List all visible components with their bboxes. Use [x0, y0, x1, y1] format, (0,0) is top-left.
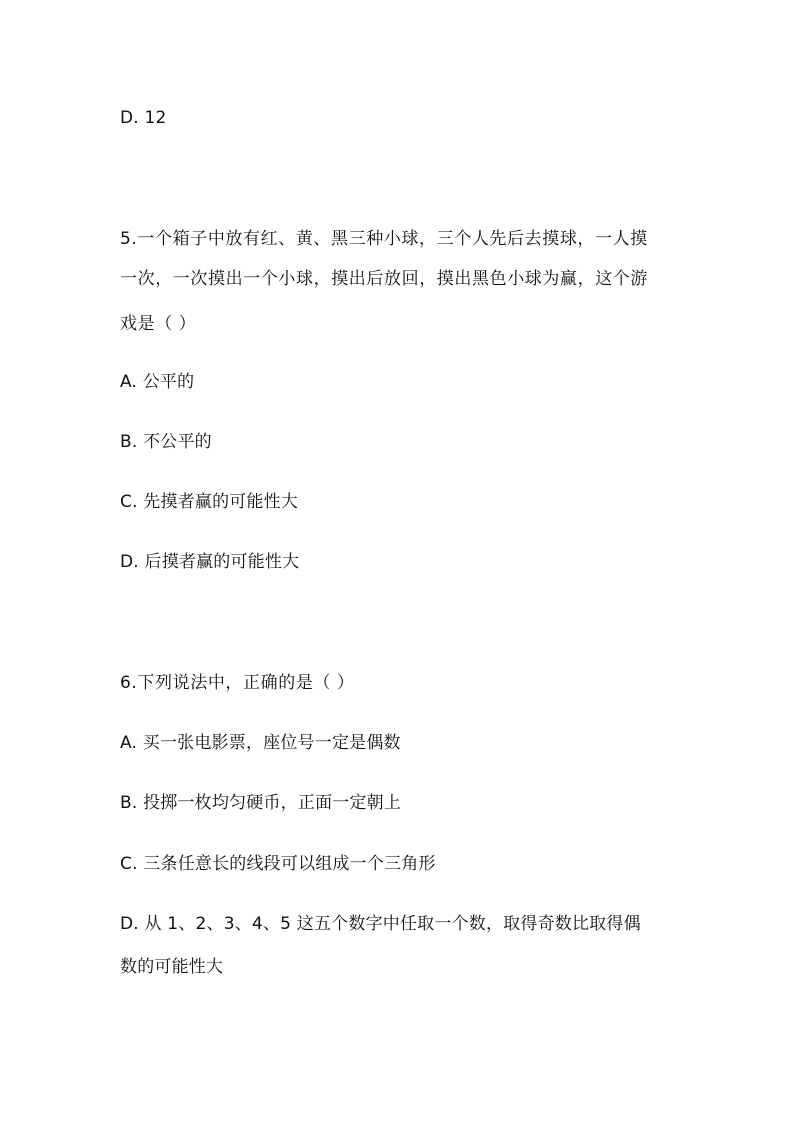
question-6-stem-line-1: 6.下列说法中，正确的是（ ） [120, 673, 355, 693]
question-5-stem-line-2: 一次，一次摸出一个小球，摸出后放回，摸出黑色小球为赢，这个游 [120, 269, 648, 289]
question-5-option-a: A. 公平的 [120, 372, 195, 392]
question-6-option-a: A. 买一张电影票，座位号一定是偶数 [120, 733, 401, 753]
question-5-stem-line-3: 戏是（ ） [120, 314, 197, 334]
question-5-option-c: C. 先摸者赢的可能性大 [120, 492, 299, 512]
question-6-option-c: C. 三条任意长的线段可以组成一个三角形 [120, 854, 436, 874]
question-6-option-d-line-1: D. 从 1、2、3、4、5 这五个数字中任取一个数，取得奇数比取得偶 [120, 914, 641, 934]
question-5-option-d: D. 后摸者赢的可能性大 [120, 552, 300, 572]
question-5-option-b: B. 不公平的 [120, 432, 212, 452]
question-6-option-d-line-2: 数的可能性大 [120, 957, 224, 977]
question-6-option-b: B. 投掷一枚均匀硬币，正面一定朝上 [120, 793, 402, 813]
question-5-stem-line-1: 5.一个箱子中放有红、黄、黑三种小球，三个人先后去摸球，一人摸 [120, 229, 648, 249]
prev-question-option-d: D. 12 [120, 108, 167, 128]
